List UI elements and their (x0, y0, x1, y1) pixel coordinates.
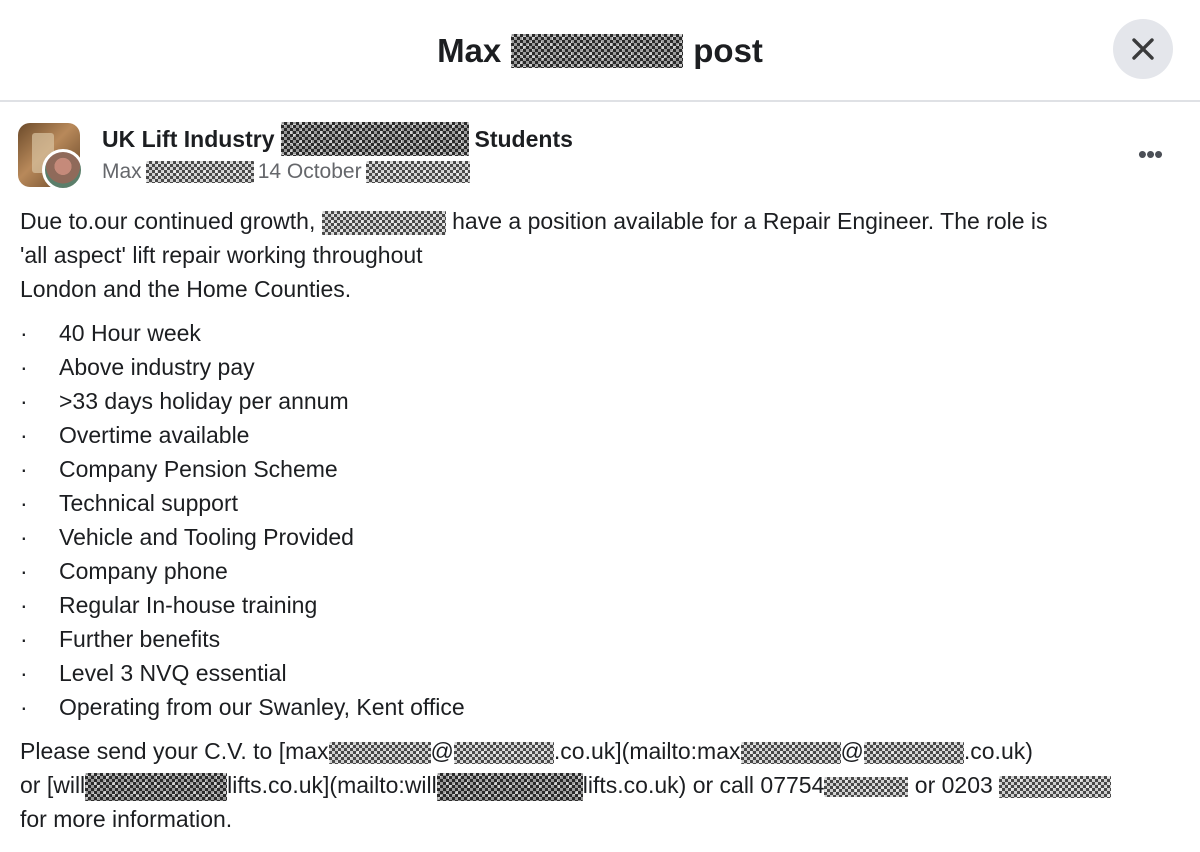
redacted-author-surname (146, 161, 254, 183)
group-name-prefix: UK Lift Industry (102, 125, 275, 152)
redacted-name (511, 34, 683, 68)
redacted-group-word (281, 122, 469, 156)
list-item: · Company Pension Scheme (20, 456, 338, 482)
group-name-link[interactable] (102, 122, 573, 156)
list-item: · Company phone (20, 558, 228, 584)
list-item: · Vehicle and Tooling Provided (20, 524, 354, 550)
post-outro: Please send your C.V. to [max @ .co.uk](mailto:max @ .co.uk) or [will lifts.co.uk](mailto:will lifts.co.uk) or call 07754 or 0203 for more information. (20, 734, 1180, 836)
post-meta (102, 158, 470, 186)
list-item: · Further benefits (20, 626, 221, 652)
modal-title-last: post (693, 32, 763, 69)
more-icon: ••• (1137, 138, 1163, 169)
redacted-email (437, 773, 583, 801)
redacted-company (322, 211, 446, 235)
email-link[interactable]: .co.uk](mailto:max (553, 738, 741, 764)
email-link[interactable]: lifts.co.uk](mailto:will (227, 772, 437, 798)
modal-title (0, 0, 1200, 102)
list-item: · >33 days holiday per annum (20, 388, 349, 414)
redacted-phone (824, 777, 908, 797)
list-item: · Regular In-house training (20, 592, 318, 618)
close-button[interactable] (1113, 19, 1173, 79)
list-item: · Level 3 NVQ essential (20, 660, 287, 686)
list-item: · Overtime available (20, 422, 250, 448)
close-icon (1130, 36, 1156, 62)
author-avatar[interactable] (42, 149, 84, 191)
post-body (20, 204, 1180, 836)
post-date[interactable]: 14 October (257, 160, 362, 183)
redacted-domain (454, 742, 554, 764)
post-header (18, 120, 1178, 190)
redacted-email (741, 742, 841, 764)
redacted-phone (999, 776, 1111, 798)
group-name-suffix: Students (474, 125, 573, 152)
more-options-button[interactable] (1130, 138, 1170, 169)
group-avatar[interactable] (18, 123, 80, 187)
benefits-list (20, 316, 1180, 724)
list-item: · 40 Hour week (20, 320, 201, 346)
redacted-domain (864, 742, 964, 764)
author-name[interactable]: Max (102, 160, 142, 183)
list-item: · Above industry pay (20, 354, 255, 380)
list-item: · Technical support (20, 490, 238, 516)
post-intro: Due to.our continued growth, have a position available for a Repair Engineer. The role is 'all aspect' lift repair working throughout London and the Home Counties. (20, 208, 1048, 302)
redacted-email (329, 742, 431, 764)
redacted-meta (366, 161, 470, 183)
modal-title-first: Max (437, 32, 502, 69)
list-item: · Operating from our Swanley, Kent office (20, 694, 465, 720)
modal-header (0, 0, 1200, 102)
redacted-email (85, 773, 227, 801)
